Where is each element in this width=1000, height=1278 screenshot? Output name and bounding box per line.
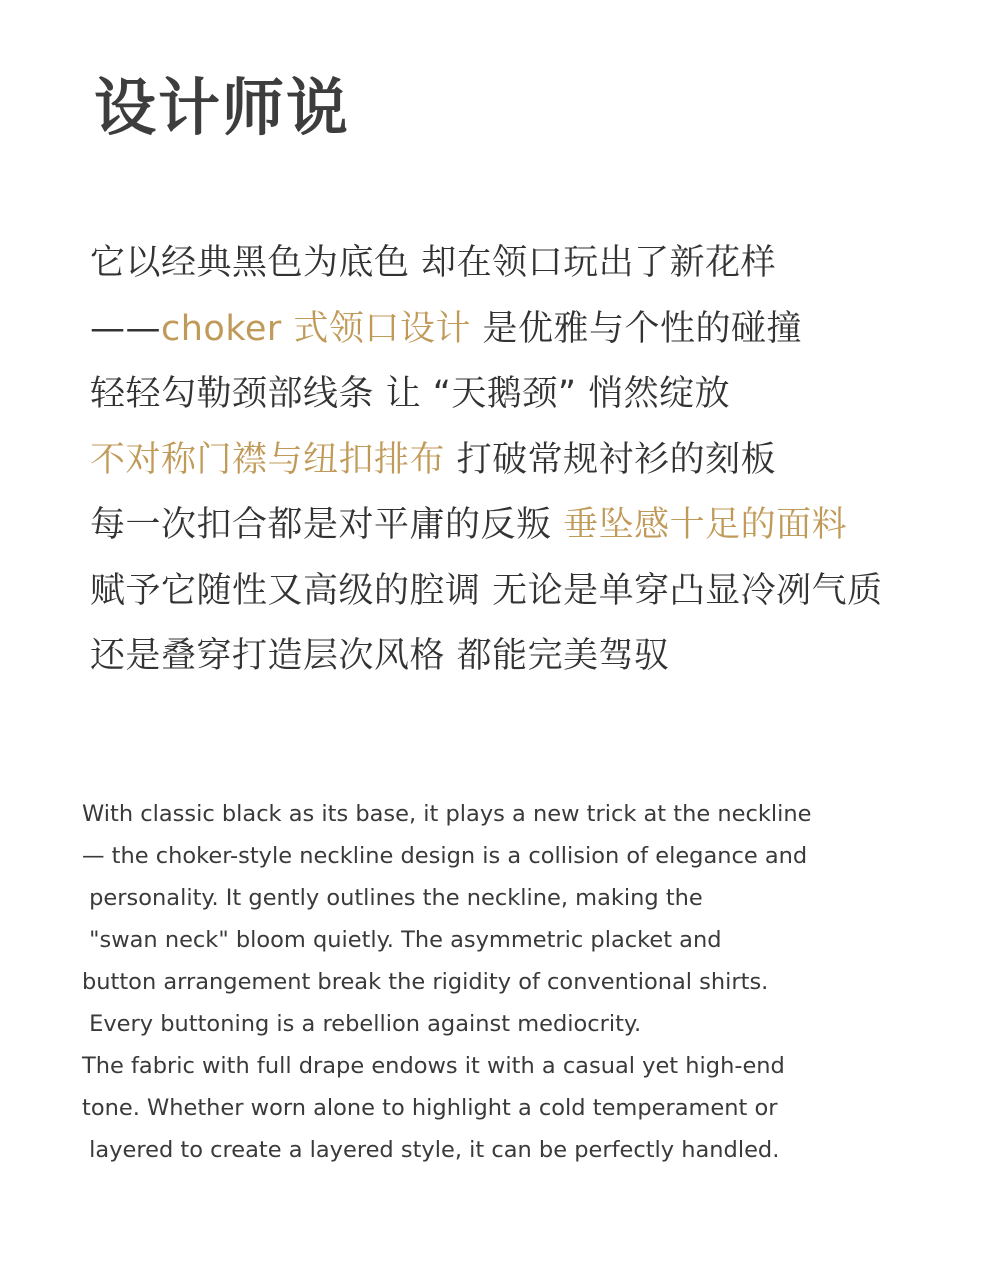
chinese-line <box>90 428 990 494</box>
text-segment: —— <box>90 308 161 349</box>
english-description <box>82 793 982 1171</box>
chinese-line <box>90 362 990 428</box>
english-line: personality. It gently outlines the neckline, making the <box>82 885 703 911</box>
chinese-description <box>90 231 990 690</box>
highlight-text: 不对称门襟与纽扣排布 <box>90 439 446 480</box>
highlight-text: choker 式领口设计 <box>161 308 471 349</box>
english-line: tone. Whether worn alone to highlight a cold temperament or <box>82 1095 778 1121</box>
text-segment: 还是叠穿打造层次风格 都能完美驾驭 <box>90 636 670 676</box>
english-line: button arrangement break the rigidity of conventional shirts. <box>82 969 769 995</box>
text-segment: 打破常规衬衫的刻板 <box>445 439 777 480</box>
chinese-line <box>90 624 990 690</box>
english-line: With classic black as its base, it plays a new trick at the neckline <box>82 801 812 827</box>
text-segment: 赋予它随性又高级的腔调 无论是单穿凸显冷冽气质 <box>90 570 883 611</box>
chinese-line <box>90 493 990 559</box>
chinese-line <box>90 297 990 363</box>
text-segment: 轻轻勾勒颈部线条 让 “天鹅颈” 悄然绽放 <box>90 374 731 414</box>
english-line: — the choker-style neckline design is a collision of elegance and <box>82 843 808 869</box>
text-segment: 是优雅与个性的碰撞 <box>470 308 803 349</box>
english-line: The fabric with full drape endows it with a casual yet high-end <box>82 1053 785 1079</box>
page-title: 设计师说 <box>94 71 351 144</box>
english-line: layered to create a layered style, it can be perfectly handled. <box>82 1137 780 1163</box>
english-line: Every buttoning is a rebellion against mediocrity. <box>82 1011 642 1037</box>
highlight-text: 垂坠感十足的面料 <box>563 505 848 545</box>
text-segment: 每一次扣合都是对平庸的反叛 <box>90 505 564 545</box>
english-line: "swan neck" bloom quietly. The asymmetric placket and <box>82 927 722 953</box>
text-segment: 它以经典黑色为底色 却在领口玩出了新花样 <box>90 243 777 283</box>
chinese-line <box>90 231 990 297</box>
chinese-line <box>90 559 990 625</box>
